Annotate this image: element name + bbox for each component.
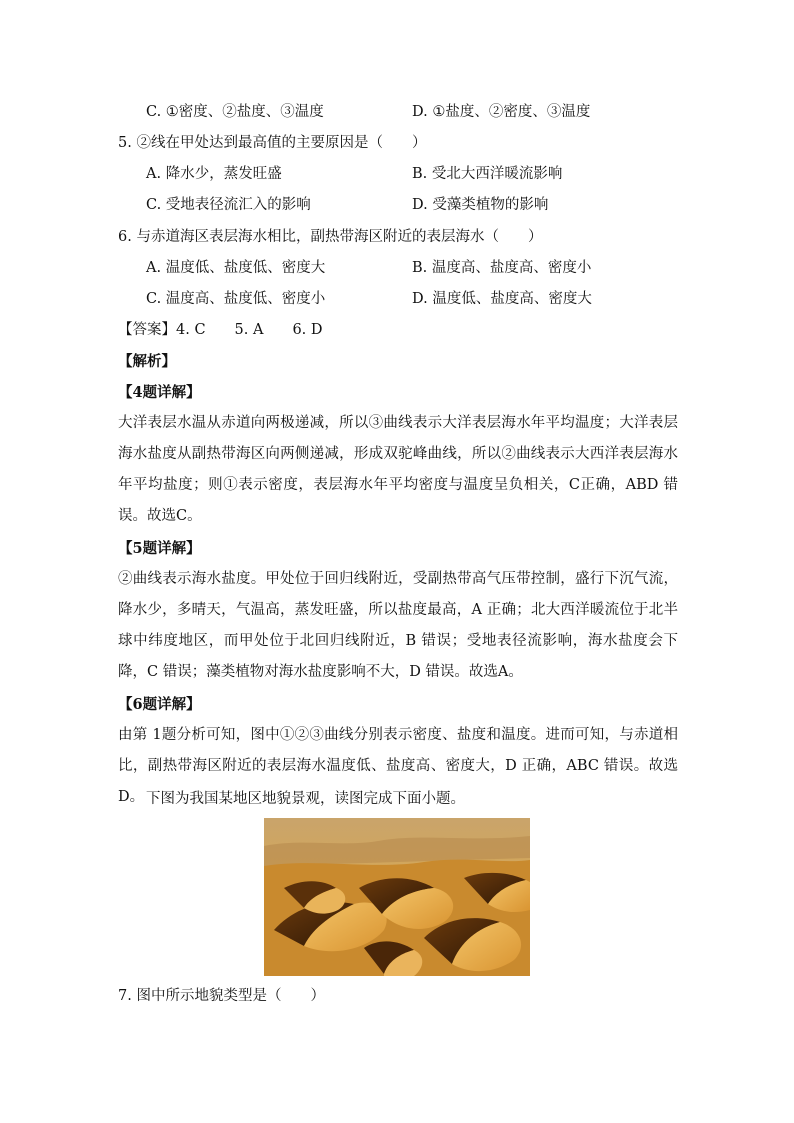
- desert-dunes-photo: [264, 818, 530, 976]
- q4-option-c: C. ①密度、②盐度、③温度: [146, 104, 324, 120]
- analysis-heading: 【解析】: [118, 353, 176, 370]
- q5-option-b: B. 受北大西洋暖流影响: [412, 166, 563, 182]
- q6-option-b: B. 温度高、盐度高、密度小: [412, 260, 592, 276]
- q7-stem: 7. 图中所示地貌类型是（ ）: [118, 988, 325, 1004]
- q6-stem: 6. 与赤道海区表层海水相比，副热带海区附近的表层海水（ ）: [118, 229, 543, 245]
- q6-option-a: A. 温度低、盐度低、密度大: [146, 260, 326, 276]
- q5-stem: 5. ②线在甲处达到最高值的主要原因是（ ）: [118, 135, 427, 151]
- q4-detail-text: 大洋表层水温从赤道向两极递减，所以③曲线表示大洋表层海水年平均温度；大洋表层海水盐度从副热带海区向两侧递减，形成双驼峰曲线，所以②曲线表示大西洋表层海水年平均盐度；则①表示密度，表层海水年平均密度与温度呈负相关，C正确，ABD 错误。故选C。: [118, 415, 678, 524]
- q6-option-d: D. 温度低、盐度高、密度大: [412, 291, 592, 307]
- q4-detail-heading: 【4题详解】: [118, 384, 201, 401]
- q5-option-d: D. 受藻类植物的影响: [412, 197, 549, 213]
- q4-option-d: D. ①盐度、②密度、③温度: [412, 104, 591, 120]
- q5-option-c: C. 受地表径流汇入的影响: [146, 197, 311, 213]
- q5-detail-heading: 【5题详解】: [118, 540, 201, 557]
- q5-option-a: A. 降水少，蒸发旺盛: [146, 166, 282, 182]
- q5-detail-text: ②曲线表示海水盐度。甲处位于回归线附近，受副热带高气压带控制，盛行下沉气流，降水少，多晴天，气温高，蒸发旺盛，所以盐度最高，A 正确；北大西洋暖流位于北半球中纬度地区，而甲处位于北回归线附近，B 错误；受地表径流影响，海水盐度会下降，C 错误；藻类植物对海水盐度影响不大，D 错误。故选A。: [118, 571, 678, 680]
- q6-detail-text: 由第 1题分析可知，图中①②③曲线分别表示密度、盐度和温度。进而可知，与赤道相比，副热带海区附近的表层海水温度低、盐度高、密度大，D 正确，ABC 错误。故选D。: [118, 727, 678, 805]
- figure-intro: 下图为我国某地区地貌景观，读图完成下面小题。: [146, 791, 465, 807]
- answer-line: 【答案】4. C 5. A 6. D: [118, 322, 323, 338]
- q6-detail-heading: 【6题详解】: [118, 696, 201, 713]
- q6-option-c: C. 温度高、盐度低、密度小: [146, 291, 326, 307]
